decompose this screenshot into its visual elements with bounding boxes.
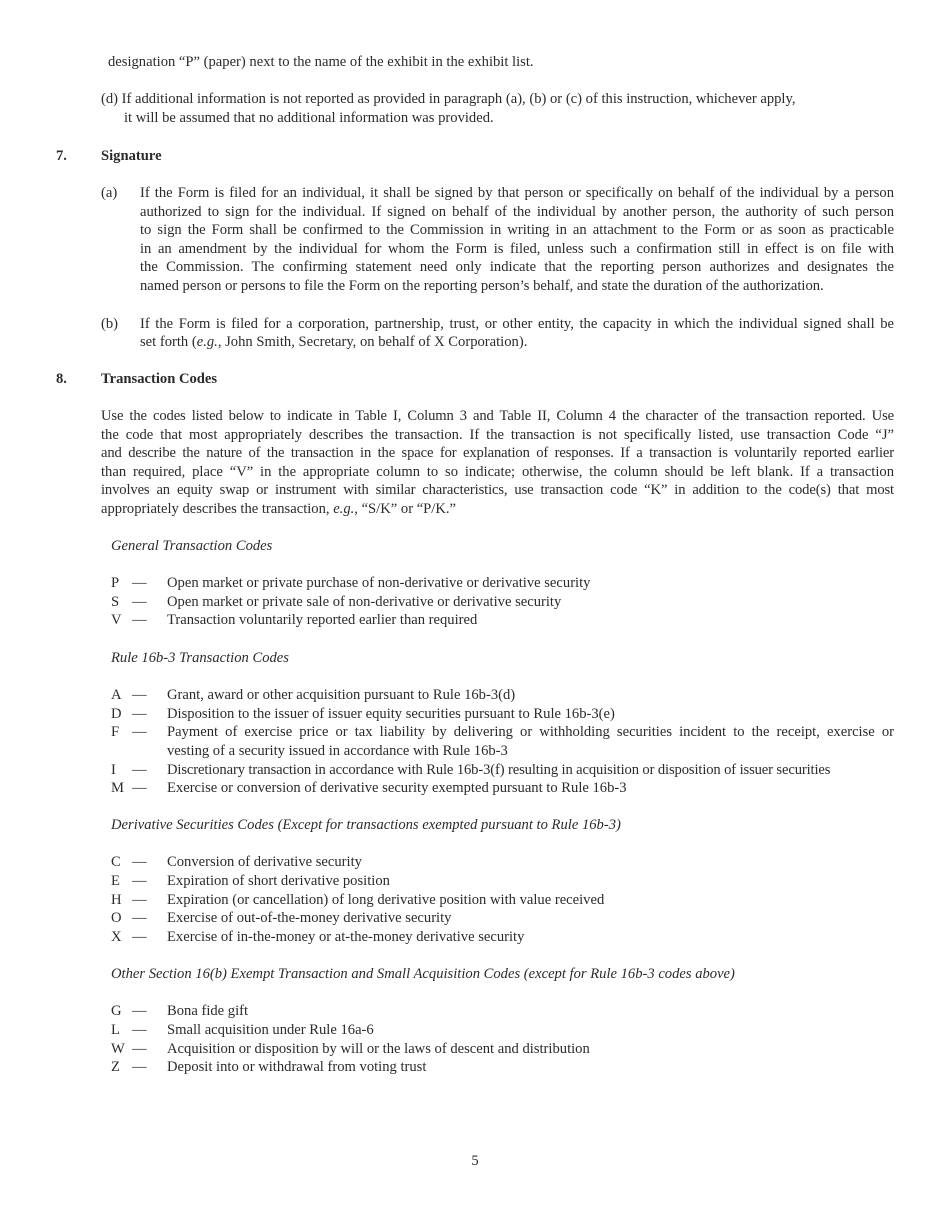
code-description: Grant, award or other acquisition pursuant to Rule 16b-3(d) [167, 687, 516, 703]
paragraph-d-line-2: it will be assumed that no additional information was provided. [124, 110, 494, 126]
section-7a-line-1: If the Form is filed for an individual, it shall be signed by that person or specifically on behalf of the individual by a person [140, 185, 894, 201]
code-row-S [111, 593, 894, 612]
code-description: Payment of exercise price or tax liability by delivering or withholding securities incident to the receipt, exercise or [167, 724, 894, 740]
code-letter: Z [111, 1059, 120, 1075]
section-7a-line-4: in an amendment by the individual for whom the Form is filed, unless such a confirmation still in effect is on file with [140, 241, 894, 257]
section-8-title: Transaction Codes [101, 371, 218, 387]
code-letter: W [111, 1041, 125, 1057]
section-7a-line-2: authorized to sign for the individual. If signed on behalf of the individual by another person, the authority of such person [140, 204, 894, 220]
section-7b-label: (b) [101, 316, 119, 332]
section-7a-line-5: the Commission. The confirming statement need only indicate that the reporting person authorizes and designates the [140, 259, 894, 275]
code-dash: — [132, 1041, 147, 1057]
section-7a-line-6: named person or persons to file the Form on the reporting person’s behalf, and state the duration of the authorization. [140, 278, 824, 294]
code-description-continued: vesting of a security issued in accordance with Rule 16b-3 [167, 743, 508, 759]
code-description: Exercise or conversion of derivative security exempted pursuant to Rule 16b-3 [167, 780, 627, 796]
code-letter: C [111, 854, 121, 870]
code-row-I [111, 761, 894, 780]
section-8-line-6 [101, 500, 456, 519]
section-8-line-6-start: appropriately describes the transaction, [101, 501, 334, 517]
section-8-line-5: involves an equity swap or instrument with similar characteristics, use transaction code “K” in addition to the code(s) that most [101, 482, 894, 498]
code-dash: — [132, 892, 147, 908]
code-description: Deposit into or withdrawal from voting trust [167, 1059, 427, 1075]
code-description: Exercise of in-the-money or at-the-money derivative security [167, 929, 525, 945]
code-dash: — [132, 1059, 147, 1075]
code-dash: — [132, 1003, 147, 1019]
code-dash: — [132, 762, 147, 778]
code-row-L [111, 1021, 894, 1040]
code-row-H [111, 891, 894, 910]
code-row-X [111, 928, 894, 947]
code-description: Transaction voluntarily reported earlier than required [167, 612, 478, 628]
section-8-line-6-end: , “S/K” or “P/K.” [354, 501, 457, 517]
section-8-line-3: and describe the nature of the transaction in the space for explanation of responses. If a transaction is voluntarily reported earlier [101, 445, 894, 461]
code-dash: — [132, 724, 147, 740]
code-letter: I [111, 762, 116, 778]
code-description: Discretionary transaction in accordance with Rule 16b-3(f) resulting in acquisition or disposition of issuer securities [167, 762, 831, 778]
code-row-Z [111, 1058, 894, 1077]
page-number: 5 [471, 1153, 479, 1169]
paragraph-d-line-1: (d) If additional information is not reported as provided in paragraph (a), (b) or (c) of this instruction, whichever apply, [101, 91, 796, 107]
section-8-line-1: Use the codes listed below to indicate in Table I, Column 3 and Table II, Column 4 the character of the transaction reported. Use [101, 408, 894, 424]
code-description: Exercise of out-of-the-money derivative security [167, 910, 452, 926]
general-codes-heading: General Transaction Codes [111, 538, 273, 554]
code-letter: A [111, 687, 122, 703]
section-7b-line-2-start: set forth ( [140, 334, 197, 350]
code-letter: V [111, 612, 122, 628]
code-letter: E [111, 873, 120, 889]
code-description: Open market or private sale of non-derivative or derivative security [167, 594, 562, 610]
code-dash: — [132, 706, 147, 722]
code-dash: — [132, 1022, 147, 1038]
code-letter: L [111, 1022, 120, 1038]
code-dash: — [132, 780, 147, 796]
section-7-title: Signature [101, 148, 162, 164]
code-letter: D [111, 706, 122, 722]
code-row-D [111, 705, 894, 724]
code-letter: F [111, 724, 120, 740]
code-description: Bona fide gift [167, 1003, 249, 1019]
code-row-O [111, 909, 894, 928]
section-8-number: 8. [56, 371, 67, 387]
rule-16b3-codes-heading: Rule 16b-3 Transaction Codes [111, 650, 289, 666]
code-dash: — [132, 612, 147, 628]
section-8-eg: e.g. [333, 501, 355, 517]
code-dash: — [132, 929, 147, 945]
code-row-W [111, 1040, 894, 1059]
section-7-number: 7. [56, 148, 67, 164]
other-codes-heading: Other Section 16(b) Exempt Transaction and Small Acquisition Codes (except for Rule 16b-3 codes above) [111, 966, 735, 982]
code-letter: G [111, 1003, 122, 1019]
code-row-F [111, 723, 894, 761]
derivative-codes-heading: Derivative Securities Codes (Except for transactions exempted pursuant to Rule 16b-3) [111, 817, 621, 833]
code-row-G [111, 1002, 894, 1021]
code-dash: — [132, 687, 147, 703]
section-7a-label: (a) [101, 185, 118, 201]
code-row-C [111, 853, 894, 872]
code-row-E [111, 872, 894, 891]
code-letter: X [111, 929, 122, 945]
code-dash: — [132, 575, 147, 591]
code-letter: O [111, 910, 122, 926]
code-dash: — [132, 873, 147, 889]
code-letter: M [111, 780, 124, 796]
section-7b-line-1: If the Form is filed for a corporation, partnership, trust, or other entity, the capacity in which the individual signed shall be [140, 316, 894, 332]
code-row-M [111, 779, 894, 798]
section-8-line-2: the code that most appropriately describes the transaction. If the transaction is not specifically listed, use transaction Code “J” [101, 427, 894, 443]
code-description: Expiration (or cancellation) of long derivative position with value received [167, 892, 605, 908]
code-dash: — [132, 594, 147, 610]
code-letter: S [111, 594, 120, 610]
code-description: Disposition to the issuer of issuer equity securities pursuant to Rule 16b-3(e) [167, 706, 615, 722]
continued-text: designation “P” (paper) next to the name of the exhibit in the exhibit list. [108, 54, 534, 70]
code-letter: H [111, 892, 122, 908]
code-description: Expiration of short derivative position [167, 873, 390, 889]
section-7b-eg: e.g. [196, 334, 218, 350]
section-7b-line-2-end: , John Smith, Secretary, on behalf of X Corporation). [217, 334, 528, 350]
section-7a-line-3: to sign the Form shall be confirmed to the Commission in writing in an attachment to the Form or as soon as practicable [140, 222, 894, 238]
code-dash: — [132, 854, 147, 870]
code-description: Small acquisition under Rule 16a-6 [167, 1022, 374, 1038]
code-description: Acquisition or disposition by will or the laws of descent and distribution [167, 1041, 590, 1057]
code-description: Conversion of derivative security [167, 854, 362, 870]
code-dash: — [132, 910, 147, 926]
code-row-V [111, 611, 894, 630]
code-description: Open market or private purchase of non-derivative or derivative security [167, 575, 591, 591]
section-7b-line-2 [140, 333, 527, 352]
code-letter: P [111, 575, 120, 591]
code-row-P [111, 574, 894, 593]
code-row-A [111, 686, 894, 705]
section-8-line-4: than required, place “V” in the appropriate column to so indicate; otherwise, the column should be left blank. If a transaction [101, 464, 894, 480]
